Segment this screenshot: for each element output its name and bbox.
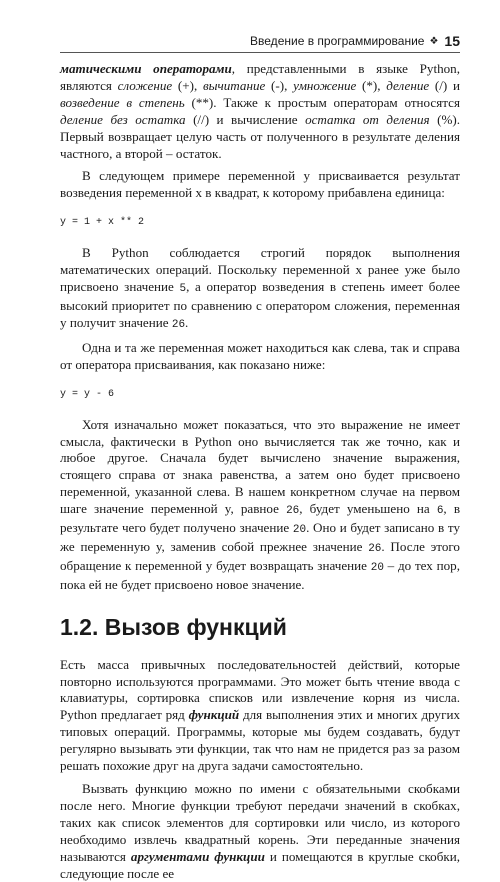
text-run: Хотя изначально может показаться, что это выражение не имеет смысла, фактически в Python оно вычисляется так же точно, как и любое другое. Сначала будет вычислено значение выражения, стоящего справа от знака равенства, а затем оно будет присвоено переменной, указанной слева. В нашем конкретном случае на первом шаге значение переменной y, равное	[60, 416, 460, 517]
text-run: (//) и вычисление	[185, 111, 306, 127]
text-run: , в результате чего будет получено значение	[60, 501, 460, 536]
text-run: . После этого обращение к переменной y будет возвращать значение	[60, 538, 460, 573]
inline-code: 20	[292, 524, 307, 537]
text-run: .	[185, 314, 189, 330]
paragraph-evaluation	[60, 417, 460, 594]
paragraph-example-intro: В следующем примере переменной y присваивается результат возведения переменной x в квадрат, к которому прибавлена единица:	[60, 168, 460, 201]
header-right	[250, 33, 460, 49]
text-run: (**). Также к простым операторам относятся	[184, 94, 460, 110]
inline-code: 26	[286, 505, 300, 518]
text-run: , будет уменьшено на	[299, 501, 437, 517]
term-floor-division: деление без остатка	[60, 111, 186, 127]
running-header	[60, 31, 460, 53]
paragraph-calling-functions	[60, 781, 460, 882]
section-heading: 1.2. Вызов функций	[60, 613, 287, 640]
term-addition: сложение	[117, 77, 173, 93]
term-math-operators: матическими операторами	[60, 61, 232, 76]
inline-code: 5	[179, 283, 187, 296]
text-run: (/) и	[429, 77, 460, 93]
text-run: (%). Первый возвращает целую часть от полученного в результате деления частного, а второй – остаток.	[60, 111, 460, 161]
code-line-2: y = y - 6	[60, 388, 115, 400]
text-run: Вызвать функцию можно по имени с обязательными скобками после него. Многие функции требуют передачи значений в скобках, таких как список элементов для сортировки или число, из которого необходимо извлечь квадратный корень. Эти переданные значения называются	[60, 781, 460, 864]
diamond-dots-icon: ❖	[429, 35, 439, 47]
text-run: для выполнения этих и многих других типовых операций. Программы, которые мы будем создавать, будут регулярно вызывать эти функции, так что нам не придется раз за разом решать похожие друг на друга задачи самостоятельно.	[60, 707, 460, 774]
text-run: (+),	[172, 77, 203, 93]
text-run: и помещаются в круглые скобки, следующие после ее	[60, 848, 461, 881]
text-run: (*),	[356, 77, 387, 93]
text-run: . Оно и будет записано в ту же переменную y, заменив собой прежнее значение	[60, 520, 460, 554]
code-line-1: y = 1 + x ** 2	[60, 217, 145, 229]
text-run: , а оператор возведения в степень имеет более высокий приоритет по сравнению с оператором сложения, переменная y получит значение	[60, 279, 460, 330]
inline-code: 26	[368, 542, 382, 555]
term-exponentiation: возведение в степень	[60, 94, 185, 110]
text-run: Есть масса привычных последовательностей действий, которые повторно используются программами. Это может быть чтение ввода с клавиатуры, сортировка списков или извлечение корня из числа. Python предлагает ряд	[60, 656, 460, 723]
paragraph-assignment-sides: Одна и та же переменная может находиться как слева, так и справа от оператора присваивания, как показано ниже:	[60, 339, 460, 372]
term-functions: функций	[188, 707, 240, 723]
term-function-arguments: аргументами функции	[130, 848, 265, 864]
page-number: 15	[444, 33, 460, 49]
term-modulo: остатка от деления	[305, 111, 430, 127]
chapter-title: Введение в программирование	[250, 34, 425, 48]
header-rule	[60, 52, 460, 53]
paragraph-operators	[60, 61, 460, 162]
paragraph-operator-order	[60, 245, 460, 334]
page-body	[60, 61, 460, 882]
inline-code: 20	[370, 561, 384, 574]
text-run: (-),	[265, 77, 294, 93]
text-run: В Python соблюдается строгий порядок выполнения математических операций. Поскольку переменной x ранее уже было присвоено значение	[60, 245, 460, 295]
paragraph-functions-intro	[60, 657, 460, 775]
inline-code: 26	[171, 318, 186, 331]
term-multiplication: умножение	[293, 77, 357, 93]
term-division: деление	[386, 77, 430, 93]
text-run: , представленными в языке Python, являются	[60, 61, 460, 93]
inline-code: 6	[436, 505, 444, 518]
text-run: – до тех пор, пока ей не будет присвоено новое значение.	[60, 557, 460, 592]
term-subtraction: вычитание	[202, 77, 266, 93]
